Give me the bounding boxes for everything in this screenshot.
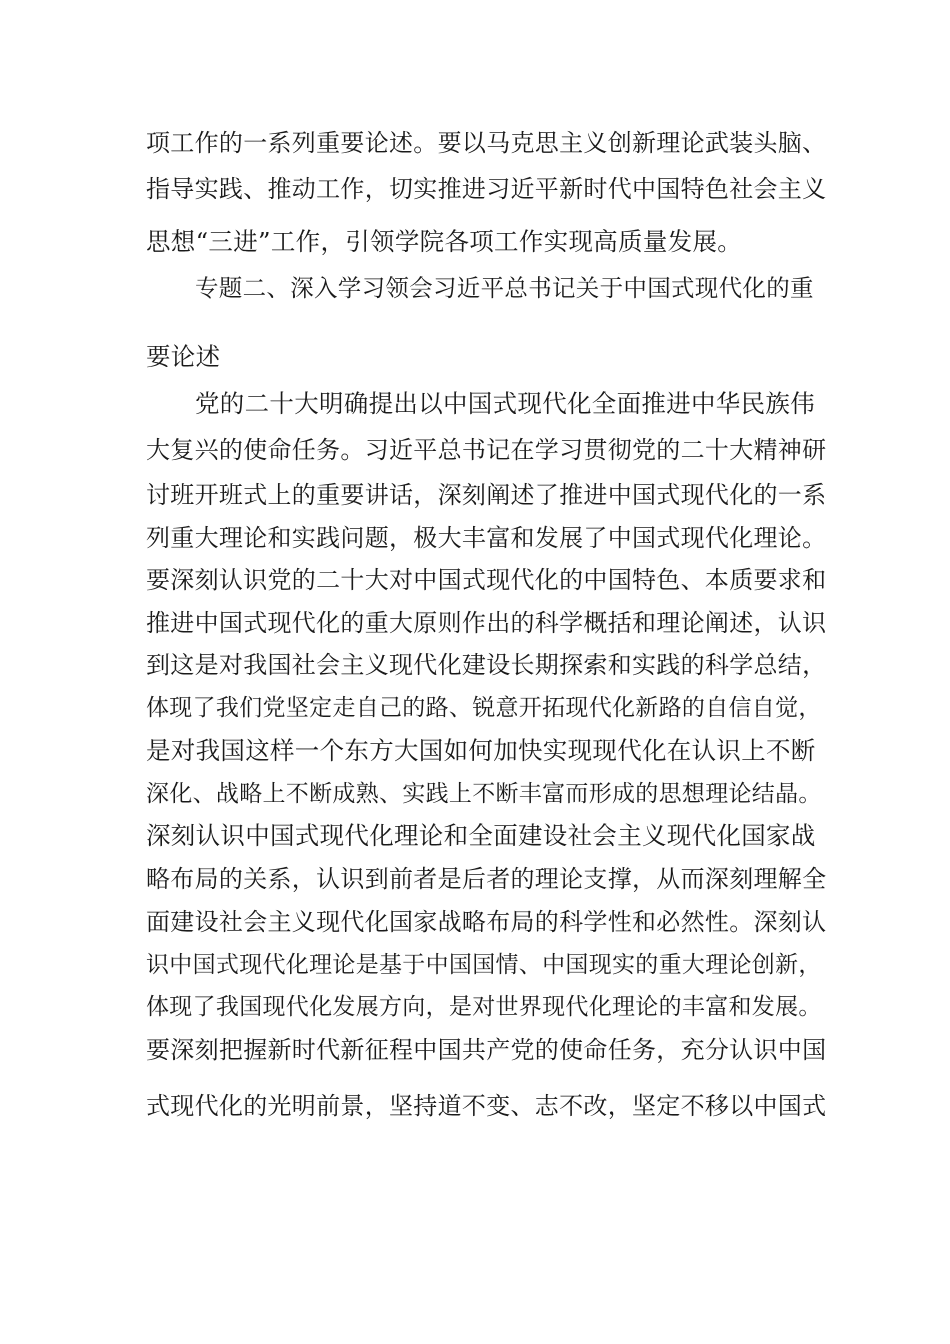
body-text-line: 推进中国式现代化的重大原则作出的科学概括和理论阐述，认识 [146, 609, 827, 637]
body-text-line: 列重大理论和实践问题，极大丰富和发展了中国式现代化理论。 [146, 524, 827, 552]
body-text-line: 项工作的一系列重要论述。要以马克思主义创新理论武装头脑、 [146, 129, 827, 157]
body-text-line: 指导实践、推动工作，切实推进习近平新时代中国特色社会主义 [146, 175, 827, 203]
body-text-line: 深刻认识中国式现代化理论和全面建设社会主义现代化国家战 [146, 821, 816, 850]
body-text-line: 深化、战略上不断成熟、实践上不断丰富而形成的思想理论结晶。 [146, 781, 822, 807]
body-text-line: 要深刻认识党的二十大对中国式现代化的中国特色、本质要求和 [146, 566, 827, 594]
body-text-line: 面建设社会主义现代化国家战略布局的科学性和必然性。深刻认 [146, 908, 827, 936]
body-text-line: 讨班开班式上的重要讲话，深刻阐述了推进中国式现代化的一系 [146, 481, 827, 509]
body-text-line: 略布局的关系，认识到前者是后者的理论支撑，从而深刻理解全 [146, 865, 827, 893]
body-text-line: 识中国式现代化理论是基于中国国情、中国现实的重大理论创新， [146, 952, 822, 978]
body-text-line: 体现了我们党坚定走自己的路、锐意开拓现代化新路的自信自觉， [146, 695, 822, 721]
paragraph-first-line: 党的二十大明确提出以中国式现代化全面推进中华民族伟 [195, 389, 815, 418]
section-heading-continued: 要论述 [146, 342, 221, 371]
body-text-line: 思想“三进”工作，引领学院各项工作实现高质量发展。 [146, 227, 743, 256]
section-heading: 专题二、深入学习领会习近平总书记关于中国式现代化的重 [195, 274, 814, 302]
body-text-line: 体现了我国现代化发展方向，是对世界现代化理论的丰富和发展。 [146, 994, 822, 1020]
body-text-line: 大复兴的使命任务。习近平总书记在学习贯彻党的二十大精神研 [146, 436, 827, 464]
body-text-line: 要深刻把握新时代新征程中国共产党的使命任务，充分认识中国 [146, 1036, 827, 1064]
body-text-line: 到这是对我国社会主义现代化建设长期探索和实践的科学总结， [146, 651, 827, 679]
body-text-line: 式现代化的光明前景，坚持道不变、志不改，坚定不移以中国式 [146, 1092, 827, 1120]
body-text-line: 是对我国这样一个东方大国如何加快实现现代化在认识上不断 [146, 736, 816, 765]
